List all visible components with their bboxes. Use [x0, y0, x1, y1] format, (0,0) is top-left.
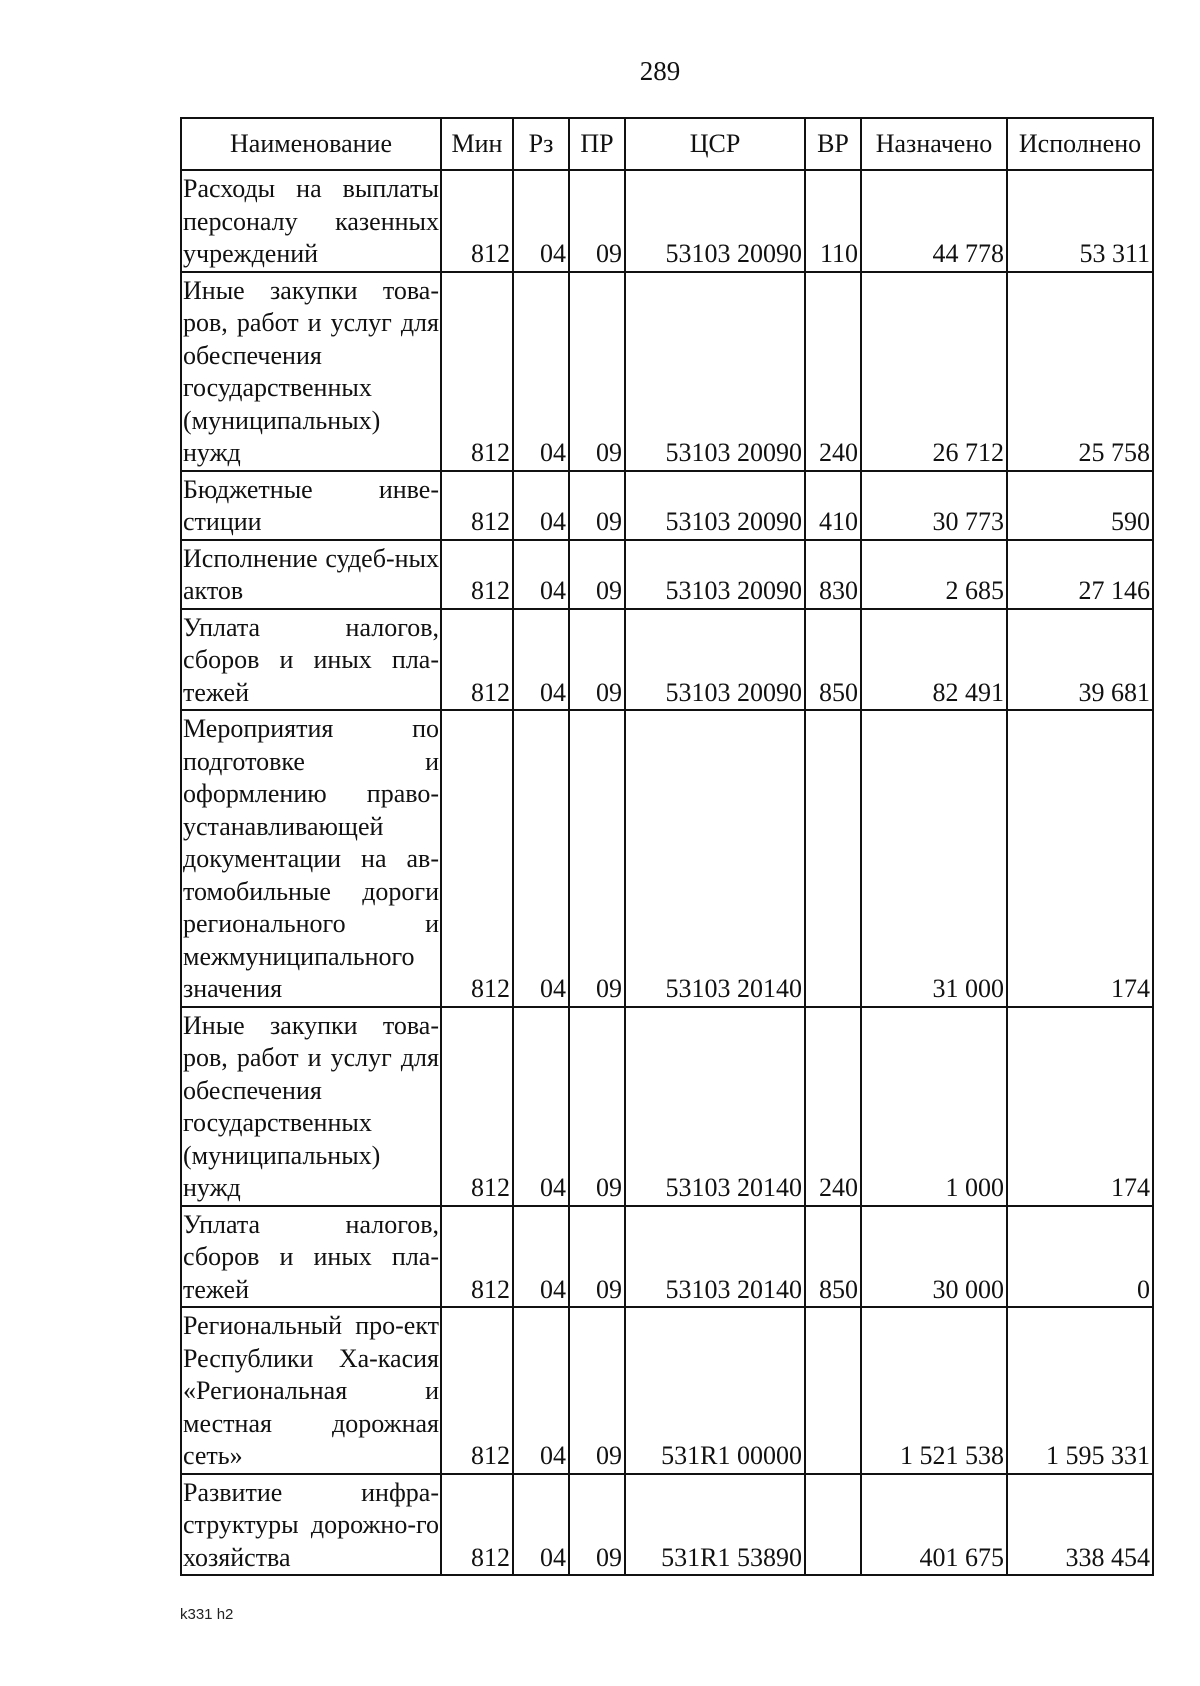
page-number: 289 [639, 56, 681, 86]
row-vr: 240 [805, 272, 861, 471]
row-min: 812 [441, 1307, 513, 1474]
row-csr: 53103 20090 [625, 471, 805, 540]
row-executed: 174 [1007, 710, 1153, 1007]
row-vr: 850 [805, 1206, 861, 1308]
row-pr: 09 [569, 1007, 625, 1206]
row-csr: 53103 20090 [625, 272, 805, 471]
row-rz: 04 [513, 1007, 569, 1206]
row-assigned: 31 000 [861, 710, 1007, 1007]
table-row [181, 1007, 1153, 1206]
row-min: 812 [441, 1206, 513, 1308]
row-rz: 04 [513, 710, 569, 1007]
row-executed: 1 595 331 [1007, 1307, 1153, 1474]
column-header-rz: Рз [513, 118, 569, 170]
row-csr: 53103 20090 [625, 609, 805, 711]
table-row [181, 540, 1153, 609]
column-header-vr: ВР [805, 118, 861, 170]
row-min: 812 [441, 1474, 513, 1576]
row-min: 812 [441, 1007, 513, 1206]
budget-table [180, 117, 1154, 1576]
row-name: Бюджетные инве-стиции [181, 471, 441, 540]
row-pr: 09 [569, 1206, 625, 1308]
row-min: 812 [441, 540, 513, 609]
row-csr: 53103 20140 [625, 710, 805, 1007]
row-rz: 04 [513, 272, 569, 471]
table-row [181, 471, 1153, 540]
row-csr: 53103 20090 [625, 170, 805, 272]
table-row [181, 1307, 1153, 1474]
table-row [181, 710, 1153, 1007]
column-header-pr: ПР [569, 118, 625, 170]
row-vr: 110 [805, 170, 861, 272]
row-pr: 09 [569, 710, 625, 1007]
row-executed: 39 681 [1007, 609, 1153, 711]
column-header-min: Мин [441, 118, 513, 170]
row-rz: 04 [513, 471, 569, 540]
row-csr: 531R1 53890 [625, 1474, 805, 1576]
row-pr: 09 [569, 540, 625, 609]
row-rz: 04 [513, 540, 569, 609]
row-assigned: 1 521 538 [861, 1307, 1007, 1474]
row-name: Уплата налогов, сборов и иных пла-тежей [181, 1206, 441, 1308]
row-vr [805, 1307, 861, 1474]
column-header-assigned: Назначено [861, 118, 1007, 170]
row-assigned: 401 675 [861, 1474, 1007, 1576]
row-min: 812 [441, 272, 513, 471]
row-min: 812 [441, 710, 513, 1007]
row-name: Мероприятия по подготовке и оформлению право-устанавливающей документации на ав-томобильные дороги регионального и межмуниципального значения [181, 710, 441, 1007]
row-vr [805, 1474, 861, 1576]
row-executed: 25 758 [1007, 272, 1153, 471]
row-assigned: 82 491 [861, 609, 1007, 711]
row-pr: 09 [569, 609, 625, 711]
row-name: Региональный про-ект Республики Ха-касия «Региональная и местная дорожная сеть» [181, 1307, 441, 1474]
row-assigned: 44 778 [861, 170, 1007, 272]
row-pr: 09 [569, 1474, 625, 1576]
row-vr: 410 [805, 471, 861, 540]
column-header-csr: ЦСР [625, 118, 805, 170]
row-rz: 04 [513, 1206, 569, 1308]
row-rz: 04 [513, 609, 569, 711]
row-pr: 09 [569, 272, 625, 471]
row-vr [805, 710, 861, 1007]
row-executed: 338 454 [1007, 1474, 1153, 1576]
row-assigned: 26 712 [861, 272, 1007, 471]
row-min: 812 [441, 170, 513, 272]
row-name: Уплата налогов, сборов и иных пла-тежей [181, 609, 441, 711]
row-vr: 830 [805, 540, 861, 609]
row-csr: 53103 20140 [625, 1007, 805, 1206]
row-executed: 27 146 [1007, 540, 1153, 609]
row-rz: 04 [513, 170, 569, 272]
row-csr: 531R1 00000 [625, 1307, 805, 1474]
row-rz: 04 [513, 1307, 569, 1474]
row-pr: 09 [569, 471, 625, 540]
row-executed: 590 [1007, 471, 1153, 540]
row-min: 812 [441, 609, 513, 711]
table-row [181, 1206, 1153, 1308]
row-assigned: 30 773 [861, 471, 1007, 540]
table-row [181, 1474, 1153, 1576]
row-name: Развитие инфра-структуры дорожно-го хозяйства [181, 1474, 441, 1576]
table-header-row [181, 118, 1153, 170]
row-pr: 09 [569, 170, 625, 272]
column-header-name: Наименование [181, 118, 441, 170]
row-name: Иные закупки това-ров, работ и услуг для обеспечения государственных (муниципальных) нужд [181, 1007, 441, 1206]
row-rz: 04 [513, 1474, 569, 1576]
column-header-executed: Исполнено [1007, 118, 1153, 170]
row-name: Расходы на выплаты персоналу казенных учреждений [181, 170, 441, 272]
table-row [181, 170, 1153, 272]
row-csr: 53103 20090 [625, 540, 805, 609]
row-csr: 53103 20140 [625, 1206, 805, 1308]
row-executed: 0 [1007, 1206, 1153, 1308]
row-vr: 850 [805, 609, 861, 711]
row-min: 812 [441, 471, 513, 540]
row-executed: 174 [1007, 1007, 1153, 1206]
table-row [181, 272, 1153, 471]
row-pr: 09 [569, 1307, 625, 1474]
row-assigned: 2 685 [861, 540, 1007, 609]
row-vr: 240 [805, 1007, 861, 1206]
row-assigned: 1 000 [861, 1007, 1007, 1206]
row-assigned: 30 000 [861, 1206, 1007, 1308]
row-name: Исполнение судеб-ных актов [181, 540, 441, 609]
table-row [181, 609, 1153, 711]
row-name: Иные закупки това-ров, работ и услуг для обеспечения государственных (муниципальных) нужд [181, 272, 441, 471]
row-executed: 53 311 [1007, 170, 1153, 272]
footer-code: k331 h2 [180, 1606, 234, 1623]
